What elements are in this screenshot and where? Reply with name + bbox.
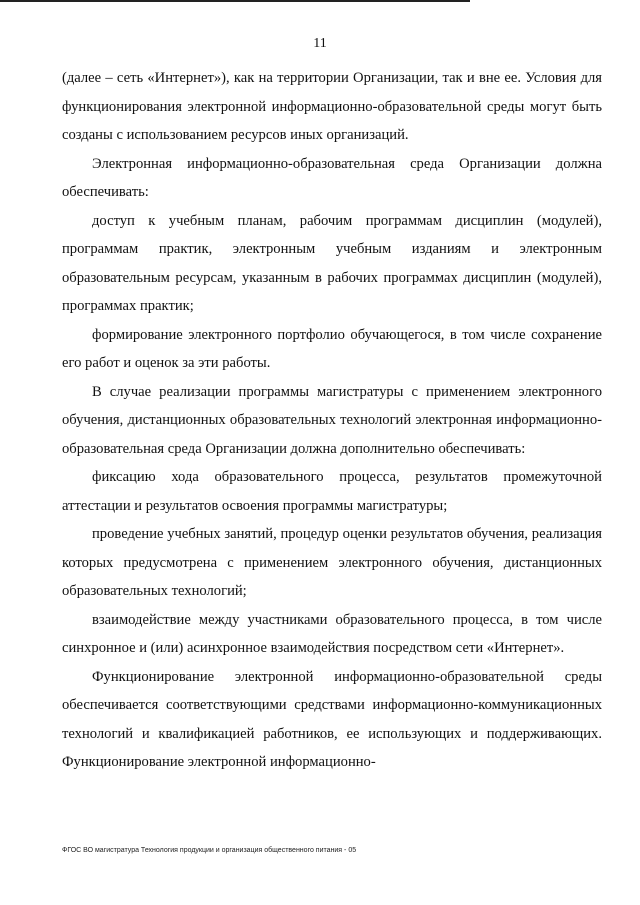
paragraph-8: взаимодействие между участниками образовательного процесса, в том числе синхронное и (или) асинхронное взаимодействия посредством сети «Интернет». [62, 611, 602, 656]
page-footer: ФГОС ВО магистратура Технология продукции и организация общественного питания - 05 [62, 847, 357, 854]
paragraph-5: В случае реализации программы магистратуры с применением электронного обучения, дистанционных образовательных технологий электронная информационно-образовательная среда Организации должна дополнительно обеспечивать: [62, 383, 602, 457]
top-border-line [0, 0, 470, 2]
paragraph-1: (далее – сеть «Интернет»), как на территории Организации, так и вне ее. Условия для функционирования электронной информационно-образовательной среды могут быть созданы с использованием ресурсов иных организаций. [62, 70, 602, 143]
paragraph-7: проведение учебных занятий, процедур оценки результатов обучения, реализация которых предусмотрена с применением электронного обучения, дистанционных образовательных технологий; [62, 526, 602, 599]
page-number: 11 [313, 36, 327, 51]
paragraph-9: Функционирование электронной информационно-образовательной среды обеспечивается соответствующими средствами информационно-коммуникационных технологий и квалификацией работников, ее использующих и поддерживающих. Функционирование электронной информационно- [62, 668, 602, 770]
paragraph-6: фиксацию хода образовательного процесса, результатов промежуточной аттестации и результатов освоения программы магистратуры; [62, 469, 602, 514]
paragraph-4: формирование электронного портфолио обучающегося, в том числе сохранение его работ и оценок за эти работы. [62, 326, 602, 371]
paragraph-2: Электронная информационно-образовательная среда Организации должна обеспечивать: [62, 155, 602, 200]
paragraph-3: доступ к учебным планам, рабочим программам дисциплин (модулей), программам практик, электронным учебным изданиям и электронным образовательным ресурсам, указанным в рабочих программах дисциплин (модулей), программах практик; [62, 212, 602, 314]
document-body [62, 64, 602, 777]
